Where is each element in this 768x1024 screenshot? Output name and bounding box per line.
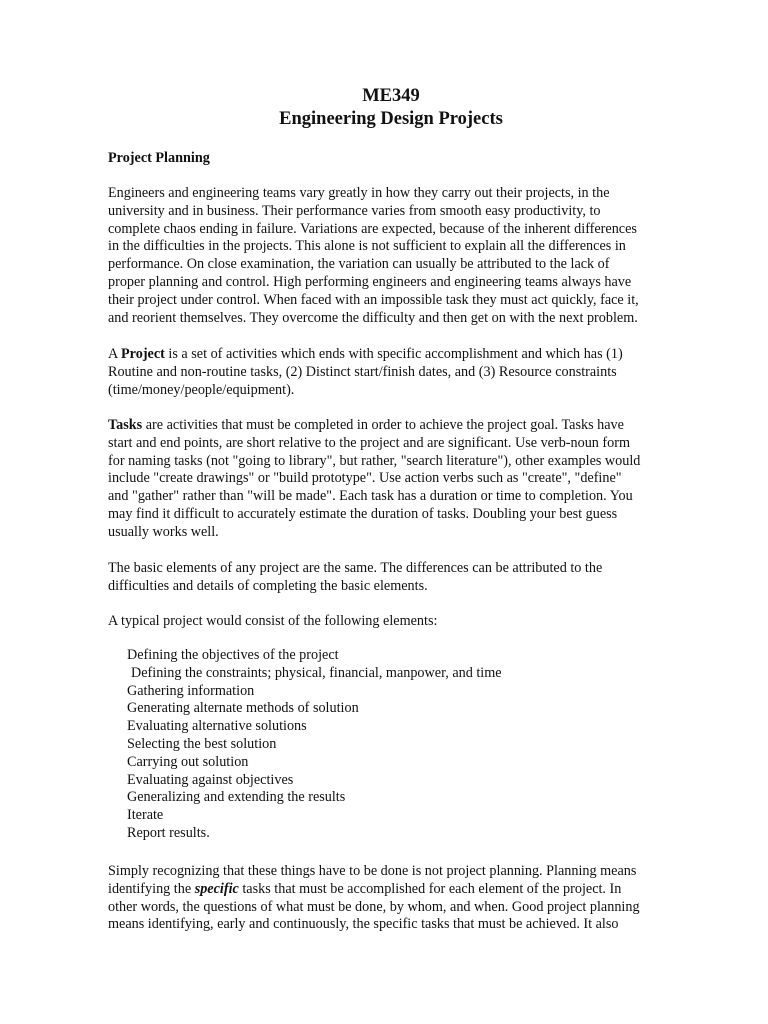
typical-project-intro: A typical project would consist of the following elements: <box>108 613 438 629</box>
list-item: Selecting the best solution <box>127 735 277 752</box>
intro-line: in the difficulties in the projects. This alone is not sufficient to explain all the differences in <box>108 238 626 255</box>
project-elements-list <box>127 647 502 843</box>
tasks-def-line: start and end points, are short relative to the project and are significant. Use verb-noun form <box>108 434 631 451</box>
closing-paragraph <box>108 863 683 934</box>
list-item: Generating alternate methods of solution <box>127 700 359 717</box>
project-definition-paragraph <box>108 346 683 399</box>
project-term: Project <box>121 346 165 362</box>
closing-text: identifying the <box>108 880 195 897</box>
project-def-line: (time/money/people/equipment). <box>108 381 295 398</box>
section-heading: Project Planning <box>108 150 210 166</box>
list-item: Evaluating alternative solutions <box>127 718 307 735</box>
tasks-def-text: are activities that must be completed in order to achieve the project goal. Tasks have <box>142 417 624 433</box>
tasks-def-line: for naming tasks (not "going to library", but rather, "search literature"), other examples would <box>108 452 641 469</box>
list-item: Evaluating against objectives <box>127 771 294 788</box>
list-item: Generalizing and extending the results <box>127 789 346 806</box>
project-def-text: is a set of activities which ends with specific accomplishment and which has (1) <box>164 346 623 362</box>
basic-elements-line: difficulties and details of completing the basic elements. <box>108 577 428 594</box>
project-def-line <box>108 346 683 364</box>
tasks-def-line: and "gather" rather than "will be made". Each task has a duration or time to completion. You <box>108 488 633 505</box>
intro-line: and reorient themselves. They overcome the difficulty and then get on with the next problem. <box>108 309 638 326</box>
project-def-prefix: A <box>108 346 122 362</box>
intro-line: complete chaos ending in failure. Variations are expected, because of the inherent differences <box>108 220 637 237</box>
closing-line <box>108 881 683 899</box>
intro-line: their project under control. When faced with an impossible task they must act quickly, face it, <box>108 291 639 308</box>
closing-line: means identifying, early and continuously, the specific tasks that must be achieved. It also <box>108 916 619 933</box>
tasks-def-line: include "create drawings" or "build prototype". Use action verbs such as "create", "define" <box>108 470 622 487</box>
course-title: Engineering Design Projects <box>279 109 503 129</box>
list-item: Carrying out solution <box>127 753 249 770</box>
closing-line: other words, the questions of what must be done, by whom, and when. Good project planning <box>108 898 640 915</box>
project-def-line: Routine and non-routine tasks, (2) Distinct start/finish dates, and (3) Resource constraints <box>108 363 617 380</box>
intro-line: proper planning and control. High performing engineers and engineering teams always have <box>108 273 632 290</box>
intro-paragraph <box>108 185 683 327</box>
list-item: Gathering information <box>127 682 255 699</box>
basic-elements-line: The basic elements of any project are the same. The differences can be attributed to the <box>108 560 603 576</box>
intro-line: Engineers and engineering teams vary greatly in how they carry out their projects, in the <box>108 185 610 201</box>
list-item: Iterate <box>127 807 164 824</box>
basic-elements-paragraph <box>108 560 683 596</box>
list-item: Defining the objectives of the project <box>127 647 339 663</box>
tasks-term: Tasks <box>108 417 143 433</box>
course-code: ME349 <box>362 86 420 106</box>
intro-line: performance. On close examination, the variation can usually be attributed to the lack of <box>108 256 610 273</box>
tasks-def-line: usually works well. <box>108 523 219 540</box>
list-item: Report results. <box>127 824 210 841</box>
intro-line: university and in business. Their performance varies from smooth easy productivity, to <box>108 202 601 219</box>
closing-line: Simply recognizing that these things have to be done is not project planning. Planning means <box>108 863 637 879</box>
list-item: Defining the constraints; physical, financial, manpower, and time <box>131 664 502 681</box>
tasks-def-line: may find it difficult to accurately estimate the duration of tasks. Doubling your best guess <box>108 505 618 522</box>
tasks-def-line <box>108 417 683 435</box>
closing-text: tasks that must be accomplished for each element of the project. In <box>238 880 622 897</box>
emphasis-specific: specific <box>194 880 239 897</box>
tasks-definition-paragraph <box>108 417 683 542</box>
